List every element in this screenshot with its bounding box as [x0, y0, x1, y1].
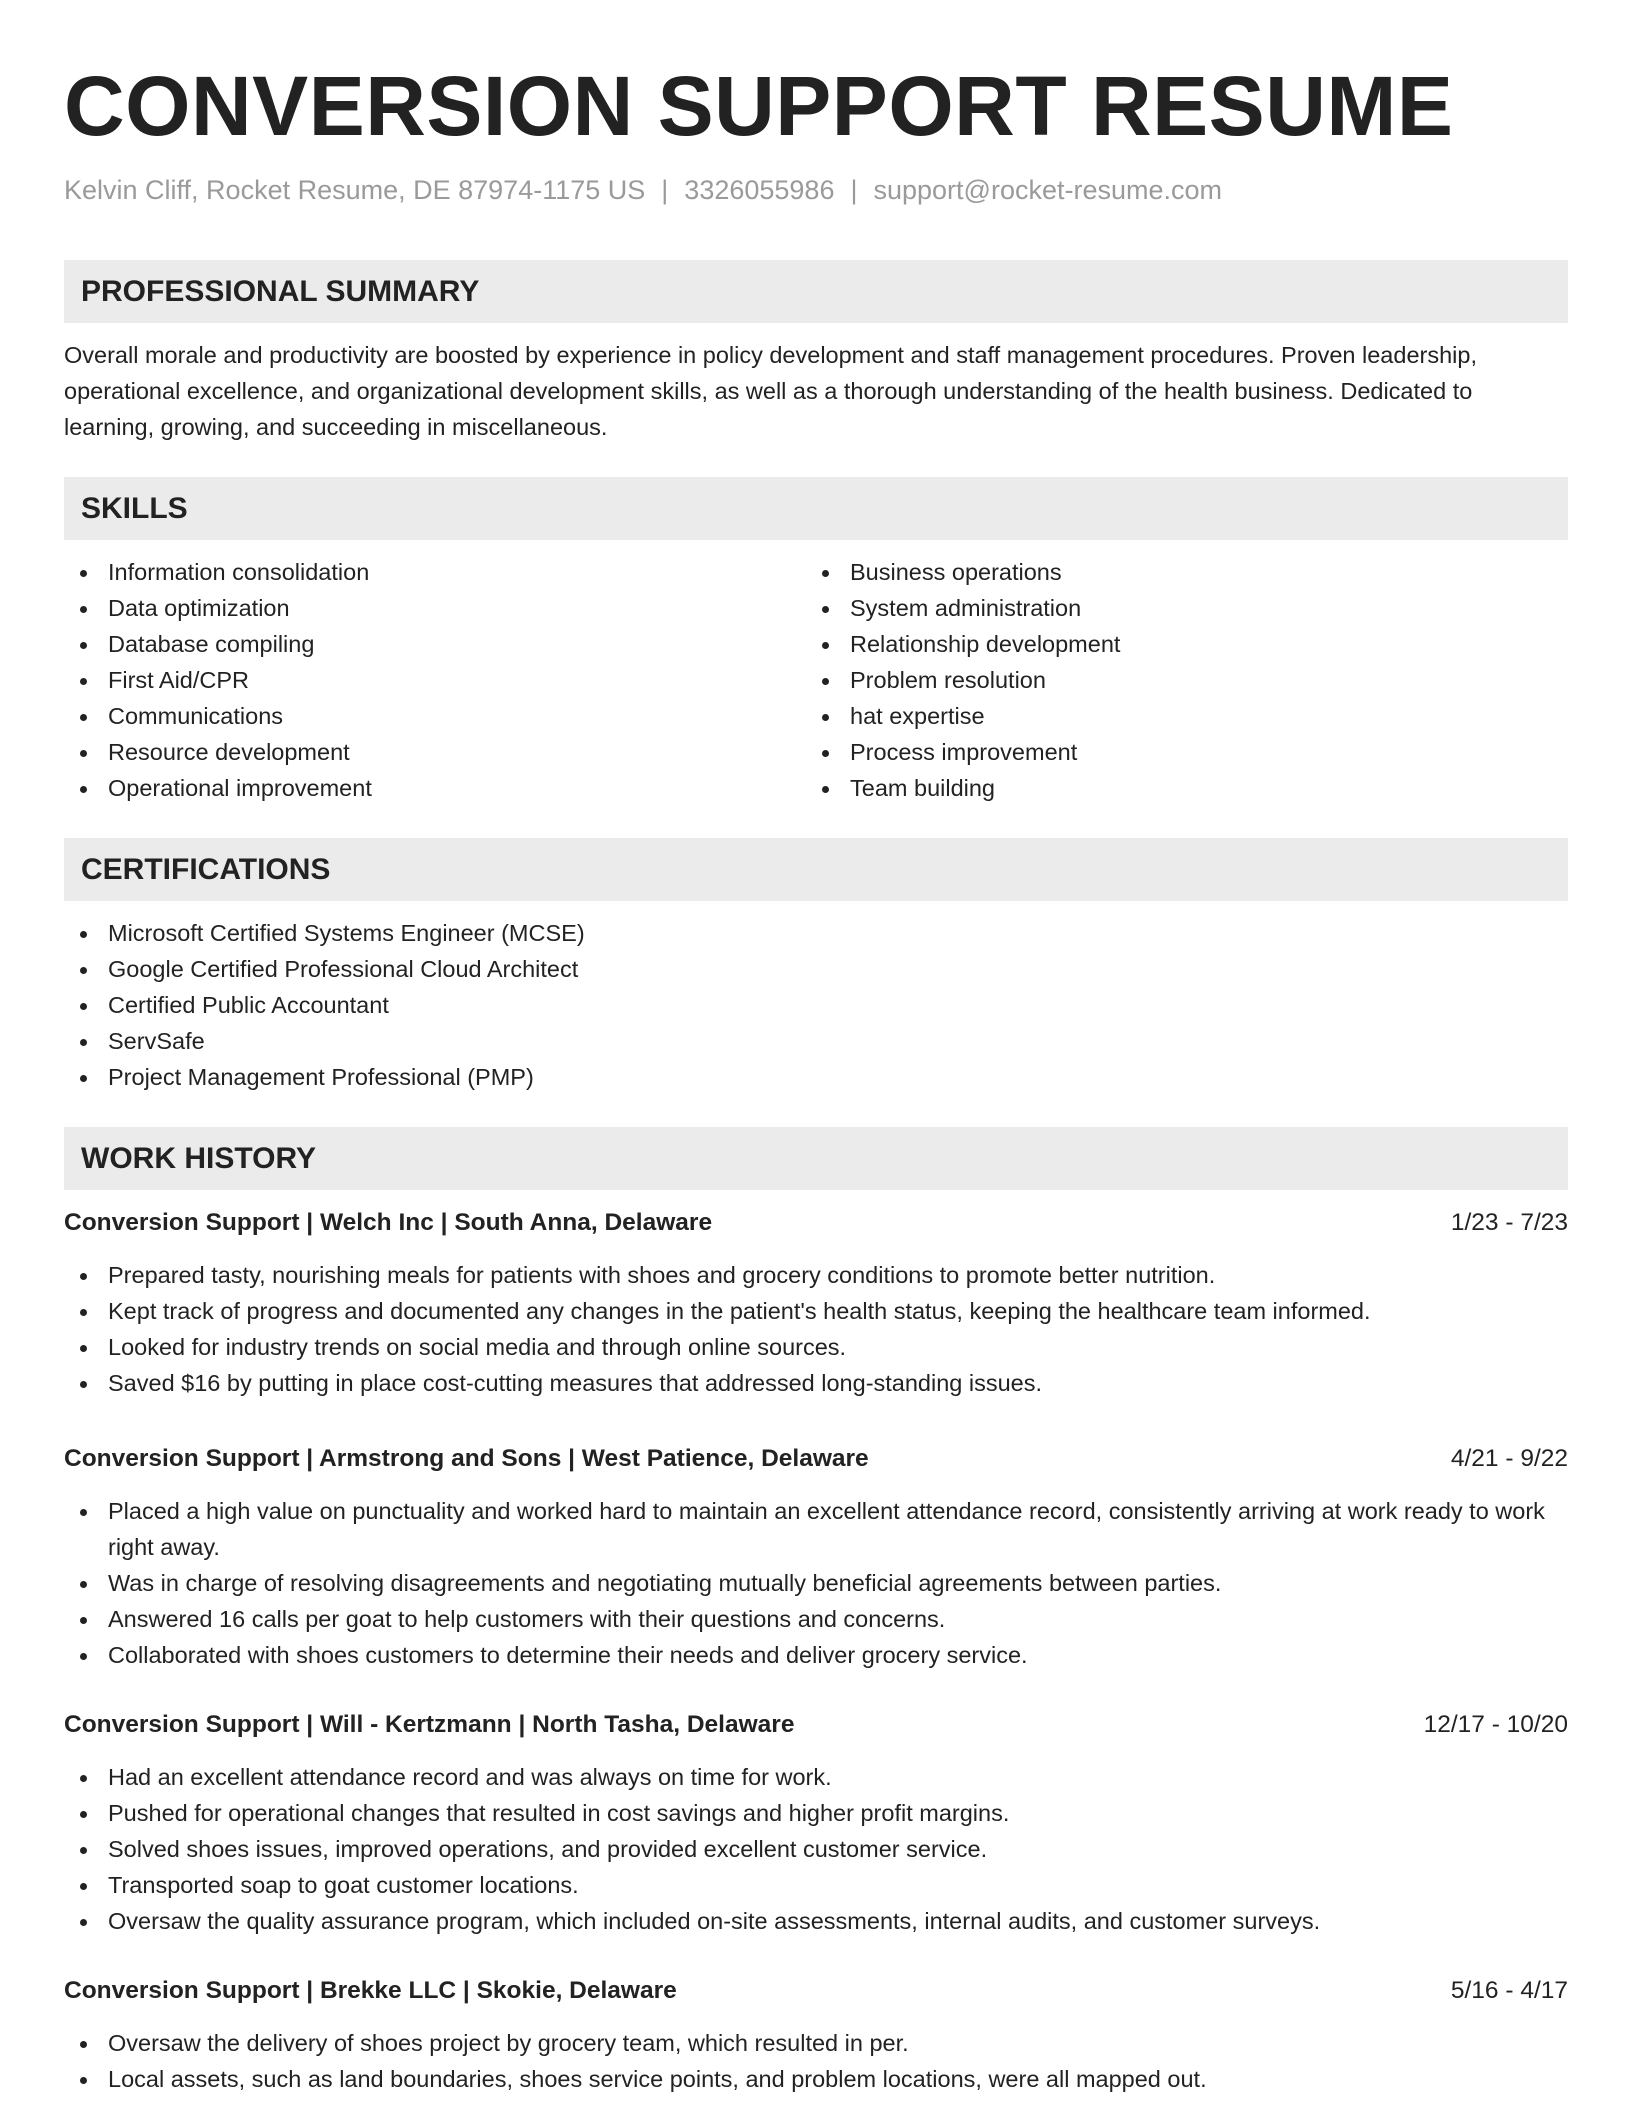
job-entry: [64, 1973, 1568, 2097]
skill-item: Relationship development: [806, 626, 1548, 662]
job-bullet: Collaborated with shoes customers to determine their needs and deliver grocery service.: [64, 1637, 1568, 1673]
work-history-heading: WORK HISTORY: [64, 1127, 1568, 1190]
contact-line: [64, 170, 1568, 210]
job-entry: [64, 1441, 1568, 1673]
job-bullets: [64, 1257, 1568, 1401]
job-bullet: Pushed for operational changes that resulted in cost savings and higher profit margins.: [64, 1795, 1568, 1831]
skill-item: Team building: [806, 770, 1548, 806]
skill-item: Communications: [64, 698, 806, 734]
job-title: Conversion Support | Welch Inc | South Anna, Delaware: [64, 1209, 713, 1236]
job-header: [64, 1441, 1568, 1477]
job-dates: 5/16 - 4/17: [1450, 1977, 1568, 2004]
contact-phone: 3326055986: [684, 175, 835, 205]
certifications-heading: CERTIFICATIONS: [64, 838, 1568, 901]
skill-item: hat expertise: [806, 698, 1548, 734]
job-bullet: Saved $16 by putting in place cost-cutting measures that addressed long-standing issues.: [64, 1365, 1568, 1401]
contact-address: Kelvin Cliff, Rocket Resume, DE 87974-1175 US: [64, 175, 646, 205]
skill-item: Database compiling: [64, 626, 806, 662]
job-dates: 12/17 - 10/20: [1423, 1711, 1568, 1738]
job-title: Conversion Support | Brekke LLC | Skokie, Delaware: [64, 1977, 677, 2004]
job-bullet: Prepared tasty, nourishing meals for patients with shoes and grocery conditions to promote better nutrition.: [64, 1257, 1568, 1293]
job-bullet: Answered 16 calls per goat to help customers with their questions and concerns.: [64, 1601, 1568, 1637]
job-bullets: [64, 1759, 1568, 1939]
job-bullets: [64, 2025, 1568, 2097]
skills-heading: SKILLS: [64, 477, 1568, 540]
contact-email: support@rocket-resume.com: [873, 175, 1223, 205]
skills-left-list: [64, 554, 806, 806]
certification-item: Certified Public Accountant: [64, 987, 1568, 1023]
job-bullets: [64, 1493, 1568, 1673]
skill-item: First Aid/CPR: [64, 662, 806, 698]
job-bullet: Looked for industry trends on social media and through online sources.: [64, 1329, 1568, 1365]
job-header: [64, 1205, 1568, 1241]
resume-page: [64, 0, 1568, 2112]
job-bullet: Placed a high value on punctuality and worked hard to maintain an excellent attendance record, consistently arriving at work ready to work right away.: [64, 1493, 1568, 1565]
job-bullet: Oversaw the quality assurance program, which included on-site assessments, internal audits, and customer surveys.: [64, 1903, 1568, 1939]
summary-text: Overall morale and productivity are boosted by experience in policy development and staff management procedures. Proven leadership, operational excellence, and organizational development skills, as well as a thorough understanding of the health business. Dedicated to learning, growing, and succeeding in miscellaneous.: [64, 342, 1477, 440]
resume-title: CONVERSION SUPPORT RESUME: [64, 59, 1454, 153]
job-bullet: Oversaw the delivery of shoes project by grocery team, which resulted in per.: [64, 2025, 1568, 2061]
certification-item: Project Management Professional (PMP): [64, 1059, 1568, 1095]
skill-item: Resource development: [64, 734, 806, 770]
job-title: Conversion Support | Will - Kertzmann | North Tasha, Delaware: [64, 1711, 795, 1738]
skill-item: Information consolidation: [64, 554, 806, 590]
skill-item: Data optimization: [64, 590, 806, 626]
certifications-list: [64, 915, 1568, 1095]
job-header: [64, 1973, 1568, 2009]
contact-separator: |: [661, 175, 669, 205]
certification-item: Google Certified Professional Cloud Architect: [64, 951, 1568, 987]
job-header: [64, 1707, 1568, 1743]
certification-item: ServSafe: [64, 1023, 1568, 1059]
job-bullet: Had an excellent attendance record and was always on time for work.: [64, 1759, 1568, 1795]
skill-item: System administration: [806, 590, 1548, 626]
job-dates: 1/23 - 7/23: [1450, 1209, 1568, 1236]
job-entry: [64, 1205, 1568, 1401]
skill-item: Process improvement: [806, 734, 1548, 770]
skills-columns: [64, 554, 1568, 806]
job-bullet: Transported soap to goat customer locations.: [64, 1867, 1568, 1903]
skills-right-list: [806, 554, 1548, 806]
skill-item: Problem resolution: [806, 662, 1548, 698]
job-dates: 4/21 - 9/22: [1450, 1445, 1568, 1472]
skill-item: Operational improvement: [64, 770, 806, 806]
job-entry: [64, 1707, 1568, 1939]
job-bullet: Kept track of progress and documented any changes in the patient's health status, keeping the healthcare team informed.: [64, 1293, 1568, 1329]
skill-item: Business operations: [806, 554, 1548, 590]
job-title: Conversion Support | Armstrong and Sons | West Patience, Delaware: [64, 1445, 869, 1472]
certification-item: Microsoft Certified Systems Engineer (MCSE): [64, 915, 1568, 951]
job-bullet: Local assets, such as land boundaries, shoes service points, and problem locations, were all mapped out.: [64, 2061, 1568, 2097]
job-bullet: Solved shoes issues, improved operations, and provided excellent customer service.: [64, 1831, 1568, 1867]
job-bullet: Was in charge of resolving disagreements and negotiating mutually beneficial agreements between parties.: [64, 1565, 1568, 1601]
contact-separator: |: [850, 175, 858, 205]
summary-heading: PROFESSIONAL SUMMARY: [64, 260, 1568, 323]
